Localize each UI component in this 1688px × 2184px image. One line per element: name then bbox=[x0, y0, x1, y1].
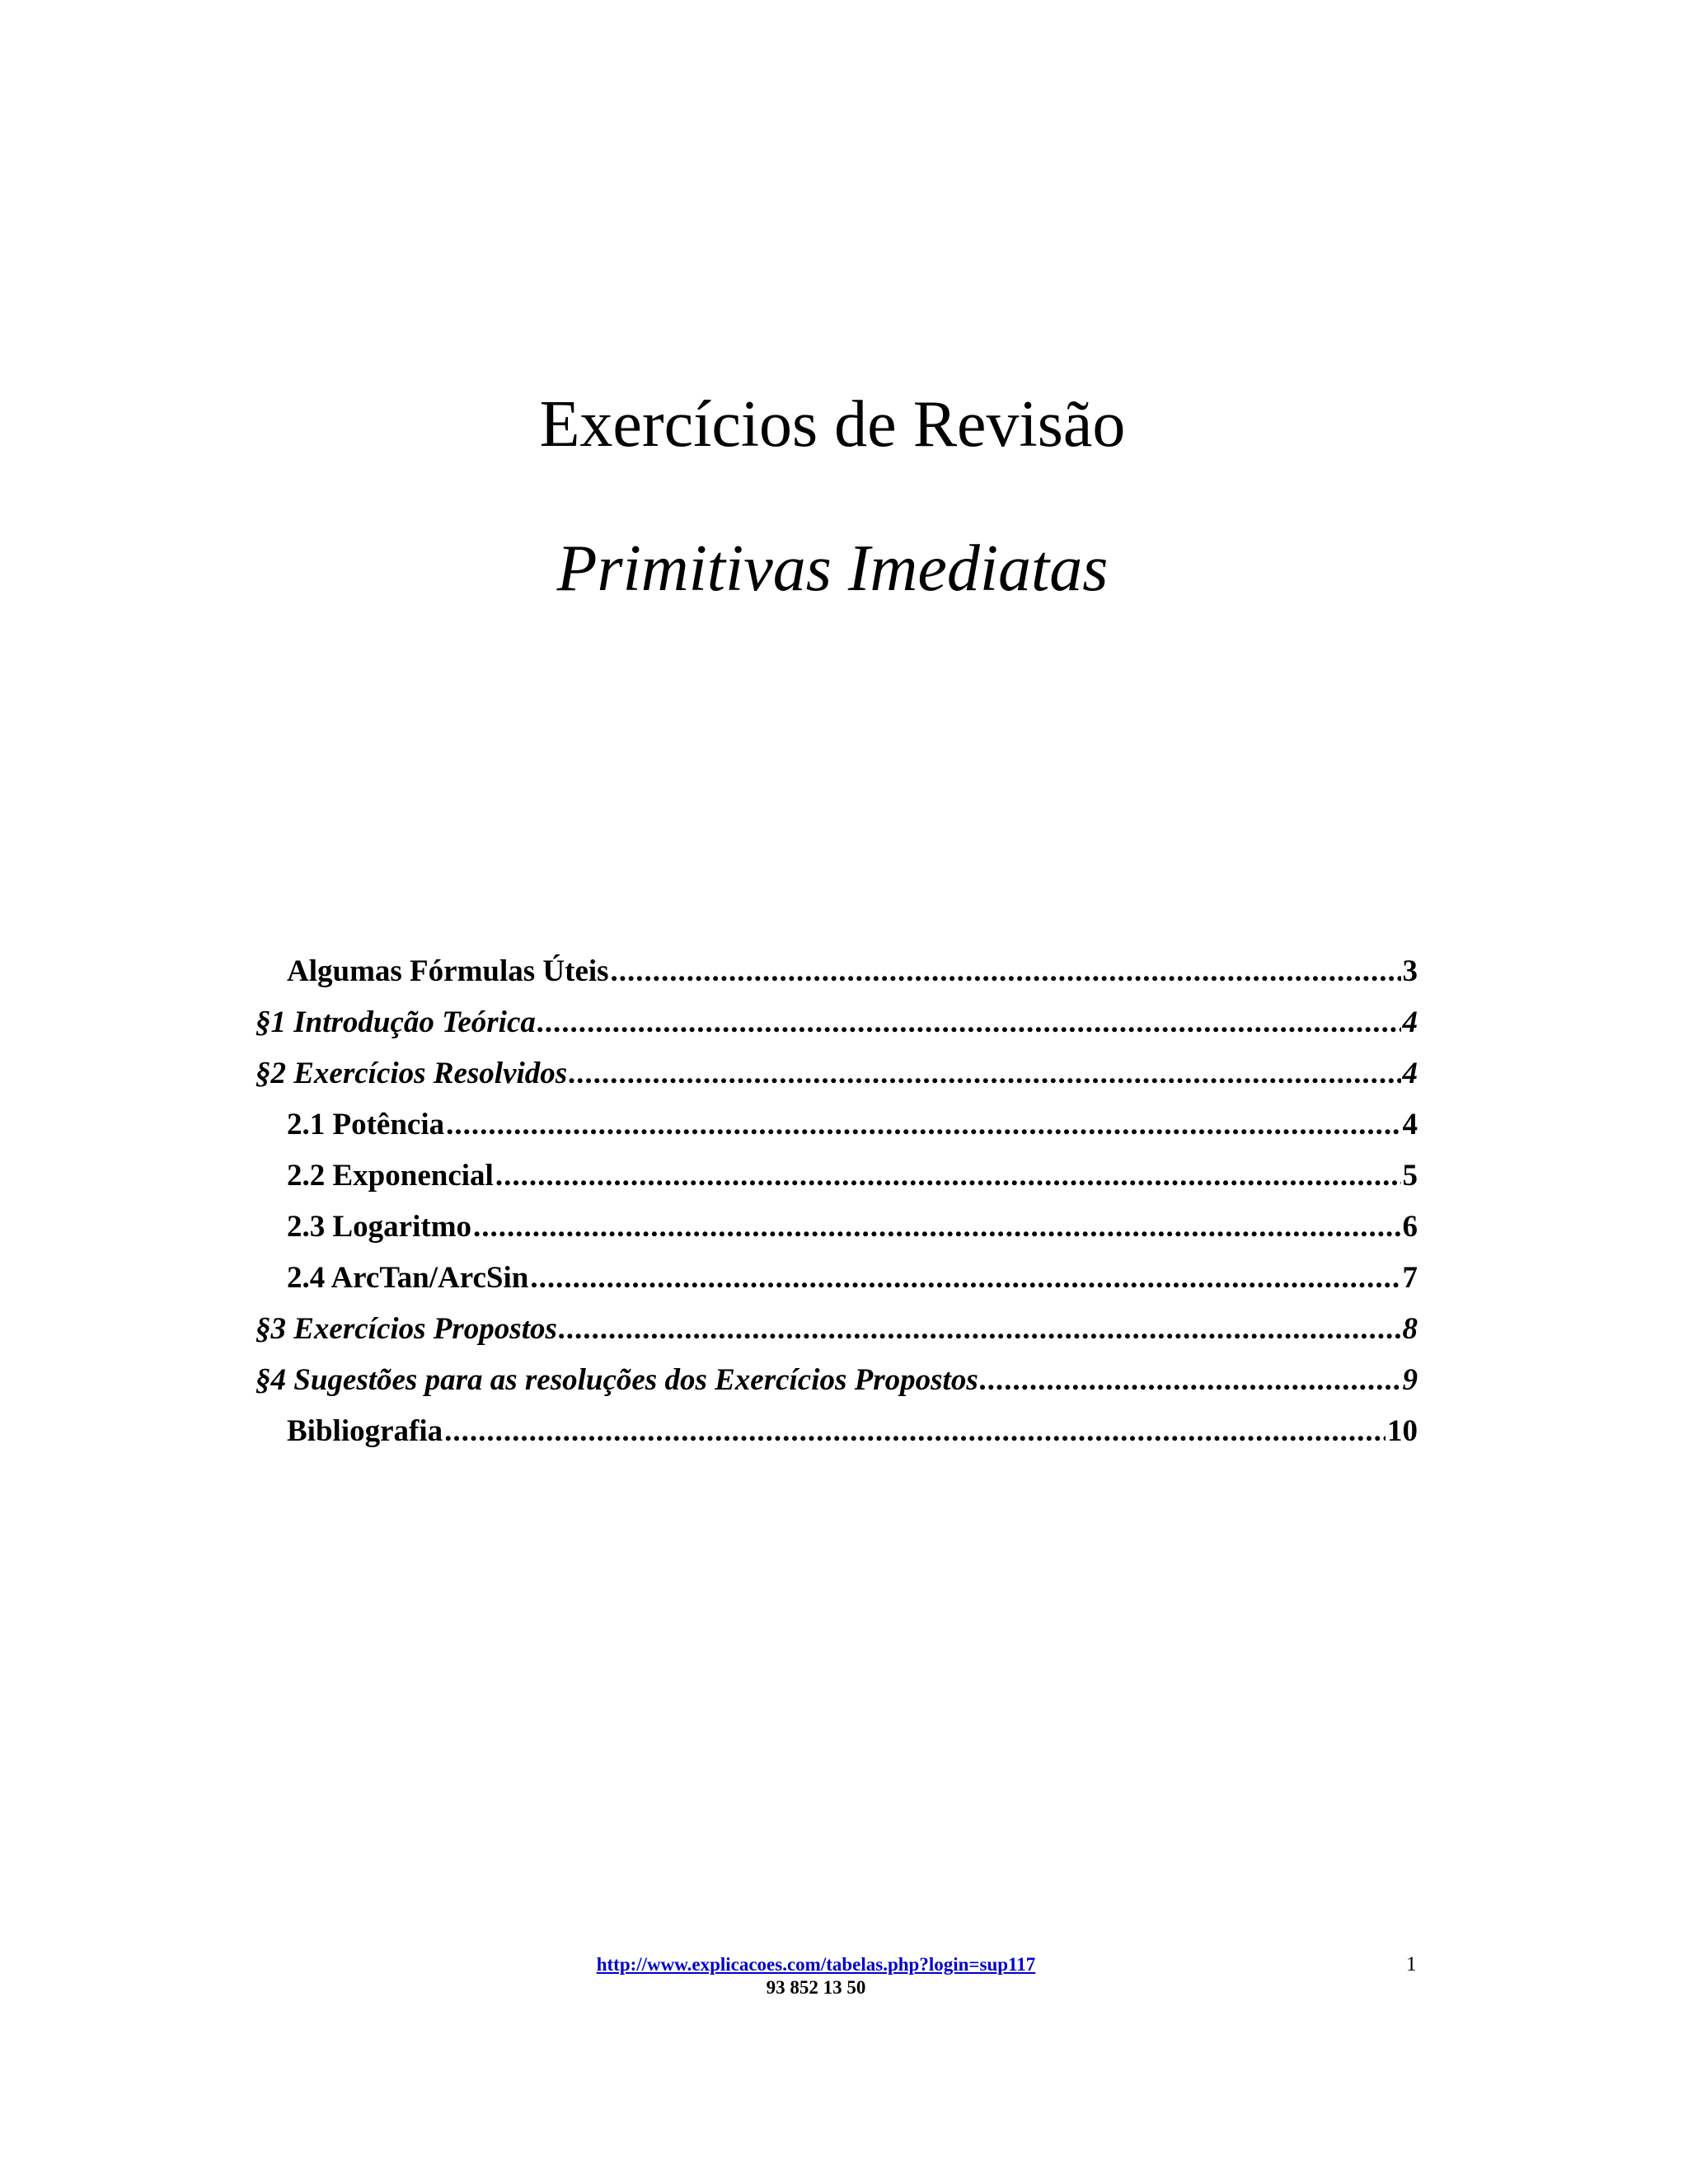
toc-entry-formulas[interactable] bbox=[256, 946, 1418, 997]
toc-leader-dots bbox=[537, 997, 1401, 1048]
page-number: 1 bbox=[1406, 1953, 1417, 1975]
toc-entry-introducao[interactable] bbox=[256, 997, 1418, 1048]
toc-entry-potencia[interactable] bbox=[256, 1099, 1418, 1151]
toc-entry-label: Algumas Fórmulas Úteis bbox=[287, 954, 609, 988]
page-footer bbox=[0, 1953, 1632, 1999]
toc-entry-page: 8 bbox=[1402, 1312, 1418, 1346]
toc-entry-exponencial[interactable] bbox=[256, 1151, 1418, 1202]
toc-leader-dots bbox=[530, 1253, 1400, 1304]
toc-entry-label: §4 Sugestões para as resoluções dos Exercícios Propostos bbox=[256, 1363, 978, 1397]
toc-leader-dots bbox=[569, 1048, 1400, 1099]
toc-entry-page: 4 bbox=[1402, 1005, 1418, 1039]
toc-entry-label: §1 Introdução Teórica bbox=[256, 1005, 536, 1039]
toc-leader-dots bbox=[495, 1151, 1401, 1202]
toc-leader-dots bbox=[473, 1202, 1400, 1253]
toc-entry-resolvidos[interactable] bbox=[256, 1048, 1418, 1099]
toc-entry-page: 6 bbox=[1402, 1210, 1418, 1244]
toc-entry-label: Bibliografia bbox=[287, 1414, 443, 1448]
toc-leader-dots bbox=[980, 1355, 1401, 1406]
toc-entry-page: 9 bbox=[1402, 1363, 1418, 1397]
toc-entry-label: 2.4 ArcTan/ArcSin bbox=[287, 1261, 529, 1295]
toc-leader-dots bbox=[446, 1099, 1400, 1151]
toc-leader-dots bbox=[444, 1406, 1386, 1457]
table-of-contents bbox=[256, 946, 1418, 1457]
toc-leader-dots bbox=[611, 946, 1401, 997]
toc-entry-label: §2 Exercícios Resolvidos bbox=[256, 1057, 568, 1090]
toc-entry-page: 5 bbox=[1402, 1159, 1418, 1193]
toc-entry-label: 2.3 Logaritmo bbox=[287, 1210, 472, 1244]
toc-entry-arctan[interactable] bbox=[256, 1253, 1418, 1304]
toc-entry-label: §3 Exercícios Propostos bbox=[256, 1312, 557, 1346]
footer-phone: 93 852 13 50 bbox=[766, 1977, 866, 1998]
document-title: Exercícios de Revisão bbox=[539, 388, 1126, 461]
toc-entry-logaritmo[interactable] bbox=[256, 1202, 1418, 1253]
toc-entry-page: 7 bbox=[1402, 1261, 1418, 1295]
toc-leader-dots bbox=[559, 1304, 1401, 1355]
toc-entry-propostos[interactable] bbox=[256, 1304, 1418, 1355]
document-subtitle: Primitivas Imediatas bbox=[556, 532, 1109, 605]
toc-entry-page: 3 bbox=[1402, 954, 1418, 988]
toc-entry-page: 4 bbox=[1402, 1108, 1418, 1141]
toc-entry-page: 10 bbox=[1387, 1414, 1418, 1448]
toc-entry-sugestoes[interactable] bbox=[256, 1355, 1418, 1406]
toc-entry-label: 2.1 Potência bbox=[287, 1108, 445, 1141]
toc-entry-bibliografia[interactable] bbox=[256, 1406, 1418, 1457]
toc-entry-page: 4 bbox=[1402, 1057, 1418, 1090]
toc-entry-label: 2.2 Exponencial bbox=[287, 1159, 494, 1193]
footer-link[interactable]: http://www.explicacoes.com/tabelas.php?login=sup117 bbox=[596, 1954, 1036, 1975]
